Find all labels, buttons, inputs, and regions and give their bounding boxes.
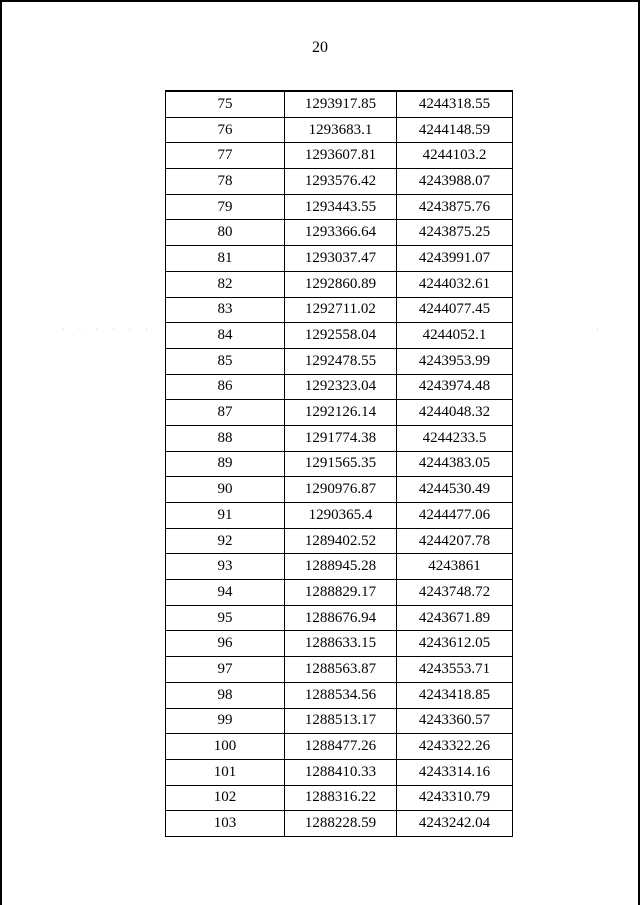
point-number-cell: 102 [166, 785, 285, 811]
x-coordinate-cell: 1293607.81 [285, 143, 397, 169]
point-number-cell: 84 [166, 323, 285, 349]
point-number-cell: 94 [166, 580, 285, 606]
table-row [166, 631, 513, 657]
point-number-cell: 101 [166, 759, 285, 785]
y-coordinate-cell: 4244077.45 [397, 297, 513, 323]
x-coordinate-cell: 1288563.87 [285, 657, 397, 683]
y-coordinate-cell: 4243360.57 [397, 708, 513, 734]
x-coordinate-cell: 1292126.14 [285, 400, 397, 426]
x-coordinate-cell: 1288534.56 [285, 682, 397, 708]
y-coordinate-cell: 4243875.76 [397, 194, 513, 220]
table-row [166, 143, 513, 169]
scan-artifact-right: · [596, 325, 599, 334]
x-coordinate-cell: 1288829.17 [285, 580, 397, 606]
point-number-cell: 82 [166, 271, 285, 297]
table-row [166, 785, 513, 811]
x-coordinate-cell: 1292558.04 [285, 323, 397, 349]
y-coordinate-cell: 4243553.71 [397, 657, 513, 683]
point-number-cell: 93 [166, 554, 285, 580]
point-number-cell: 87 [166, 400, 285, 426]
point-number-cell: 103 [166, 811, 285, 837]
y-coordinate-cell: 4244148.59 [397, 117, 513, 143]
x-coordinate-cell: 1289402.52 [285, 528, 397, 554]
y-coordinate-cell: 4243612.05 [397, 631, 513, 657]
y-coordinate-cell: 4243953.99 [397, 348, 513, 374]
x-coordinate-cell: 1291565.35 [285, 451, 397, 477]
x-coordinate-cell: 1288633.15 [285, 631, 397, 657]
table-row [166, 811, 513, 837]
table-row [166, 117, 513, 143]
y-coordinate-cell: 4244530.49 [397, 477, 513, 503]
table-row [166, 451, 513, 477]
x-coordinate-cell: 1292323.04 [285, 374, 397, 400]
point-number-cell: 99 [166, 708, 285, 734]
scan-artifact: · · · · · · [62, 325, 154, 334]
table-row [166, 374, 513, 400]
y-coordinate-cell: 4244477.06 [397, 503, 513, 529]
table-row [166, 657, 513, 683]
table-row [166, 759, 513, 785]
y-coordinate-cell: 4243988.07 [397, 169, 513, 195]
y-coordinate-cell: 4243875.25 [397, 220, 513, 246]
point-number-cell: 80 [166, 220, 285, 246]
x-coordinate-cell: 1290976.87 [285, 477, 397, 503]
point-number-cell: 100 [166, 734, 285, 760]
x-coordinate-cell: 1288513.17 [285, 708, 397, 734]
table-row [166, 91, 513, 117]
page-border-top [0, 0, 640, 2]
y-coordinate-cell: 4243861 [397, 554, 513, 580]
y-coordinate-cell: 4243314.16 [397, 759, 513, 785]
x-coordinate-cell: 1292860.89 [285, 271, 397, 297]
point-number-cell: 90 [166, 477, 285, 503]
y-coordinate-cell: 4244032.61 [397, 271, 513, 297]
y-coordinate-cell: 4244383.05 [397, 451, 513, 477]
table-row [166, 682, 513, 708]
y-coordinate-cell: 4243310.79 [397, 785, 513, 811]
page-border-left [0, 0, 2, 905]
point-number-cell: 76 [166, 117, 285, 143]
table-row [166, 400, 513, 426]
table-row [166, 605, 513, 631]
table-row [166, 323, 513, 349]
point-number-cell: 81 [166, 246, 285, 272]
y-coordinate-cell: 4244233.5 [397, 425, 513, 451]
point-number-cell: 88 [166, 425, 285, 451]
table-row [166, 246, 513, 272]
table-row [166, 271, 513, 297]
table-row [166, 734, 513, 760]
y-coordinate-cell: 4244048.32 [397, 400, 513, 426]
y-coordinate-cell: 4243974.48 [397, 374, 513, 400]
x-coordinate-cell: 1288477.26 [285, 734, 397, 760]
table-row [166, 194, 513, 220]
point-number-cell: 91 [166, 503, 285, 529]
x-coordinate-cell: 1288945.28 [285, 554, 397, 580]
x-coordinate-cell: 1293683.1 [285, 117, 397, 143]
x-coordinate-cell: 1291774.38 [285, 425, 397, 451]
coordinates-table-body [166, 91, 513, 836]
x-coordinate-cell: 1292711.02 [285, 297, 397, 323]
point-number-cell: 95 [166, 605, 285, 631]
point-number-cell: 98 [166, 682, 285, 708]
x-coordinate-cell: 1293917.85 [285, 91, 397, 117]
point-number-cell: 86 [166, 374, 285, 400]
y-coordinate-cell: 4244318.55 [397, 91, 513, 117]
point-number-cell: 78 [166, 169, 285, 195]
point-number-cell: 77 [166, 143, 285, 169]
table-row [166, 477, 513, 503]
table-row [166, 425, 513, 451]
point-number-cell: 89 [166, 451, 285, 477]
table-row [166, 503, 513, 529]
x-coordinate-cell: 1288676.94 [285, 605, 397, 631]
x-coordinate-cell: 1288316.22 [285, 785, 397, 811]
table-row [166, 554, 513, 580]
point-number-cell: 97 [166, 657, 285, 683]
point-number-cell: 83 [166, 297, 285, 323]
table-row [166, 169, 513, 195]
table-row [166, 528, 513, 554]
coordinates-table [165, 90, 513, 837]
x-coordinate-cell: 1288228.59 [285, 811, 397, 837]
y-coordinate-cell: 4243418.85 [397, 682, 513, 708]
table-row [166, 580, 513, 606]
x-coordinate-cell: 1290365.4 [285, 503, 397, 529]
page-number: 20 [312, 39, 328, 56]
y-coordinate-cell: 4244103.2 [397, 143, 513, 169]
y-coordinate-cell: 4243991.07 [397, 246, 513, 272]
table-row [166, 708, 513, 734]
x-coordinate-cell: 1293576.42 [285, 169, 397, 195]
y-coordinate-cell: 4243242.04 [397, 811, 513, 837]
y-coordinate-cell: 4244207.78 [397, 528, 513, 554]
point-number-cell: 92 [166, 528, 285, 554]
table-row [166, 220, 513, 246]
table-row [166, 348, 513, 374]
point-number-cell: 96 [166, 631, 285, 657]
point-number-cell: 79 [166, 194, 285, 220]
x-coordinate-cell: 1293366.64 [285, 220, 397, 246]
x-coordinate-cell: 1292478.55 [285, 348, 397, 374]
point-number-cell: 85 [166, 348, 285, 374]
table-row [166, 297, 513, 323]
x-coordinate-cell: 1288410.33 [285, 759, 397, 785]
y-coordinate-cell: 4243322.26 [397, 734, 513, 760]
y-coordinate-cell: 4243671.89 [397, 605, 513, 631]
point-number-cell: 75 [166, 91, 285, 117]
x-coordinate-cell: 1293037.47 [285, 246, 397, 272]
y-coordinate-cell: 4244052.1 [397, 323, 513, 349]
y-coordinate-cell: 4243748.72 [397, 580, 513, 606]
x-coordinate-cell: 1293443.55 [285, 194, 397, 220]
